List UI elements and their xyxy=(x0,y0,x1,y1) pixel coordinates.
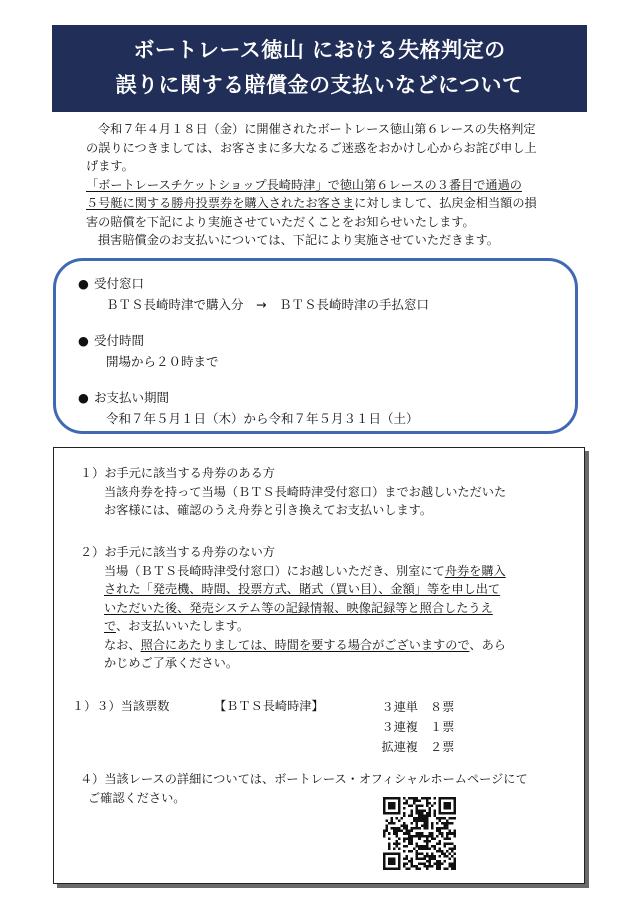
intro-p1-line1: 令和７年４月１８日（金）に開催されたボートレース徳山第６レースの失格判定 xyxy=(98,122,536,136)
payment-info-box xyxy=(53,258,578,434)
item-2-line4-text: 、お支払いいたします。 xyxy=(115,619,250,633)
item-4-line2: ご確認ください。 xyxy=(88,790,186,805)
intro-p3: 損害賠償金のお支払いについては、下記により実施させていただきます。 xyxy=(98,233,499,247)
item-2-line1 xyxy=(80,562,506,581)
details-box xyxy=(53,447,585,884)
intro-p1-line2: の誤りにつきましては、お客さまに多大なるご迷惑をおかけし心からお詫び申し上 xyxy=(86,140,537,155)
reception-heading xyxy=(78,274,144,292)
intro-p2-line2-underlined: ５号艇に関する勝舟投票券を購入されたお客さま xyxy=(86,196,355,210)
item-1-line1: 当該舟券を持って当場（ＢＴＳ長崎時津受付窓口）までお越しいただいた xyxy=(104,484,507,499)
ticket-type: ３連複 xyxy=(381,720,418,734)
intro-p2-line2 xyxy=(86,194,566,213)
item-2-line5-underlined: 照合にあたりましては、時間を要する場合がございますので xyxy=(140,637,470,652)
intro-p2-line1: 「ボートレースチケットショップ長崎時津」で徳山第６レースの３番目で通過の xyxy=(86,177,522,192)
item-2-line3: いただいた後、発売システム等の記録情報、映像記録等と照合したうえ xyxy=(104,600,493,615)
item-1 xyxy=(80,464,506,520)
ticket-counts xyxy=(364,697,454,757)
item-2-line1-underlined: 舟券を購入 xyxy=(444,563,506,578)
item-2-title: ２）お手元に該当する舟券のない方 xyxy=(80,545,275,559)
item-3-prefix: １）３）当該票数 xyxy=(72,699,170,713)
item-1-line2: お客様には、確認のうえ舟券と引き換えてお支払いします。 xyxy=(104,503,433,517)
item-3-venue: 【ＢＴＳ長崎時津】 xyxy=(214,699,324,713)
item-2-line5 xyxy=(80,636,506,655)
ticket-type: ３連単 xyxy=(381,700,418,714)
hours-label: 受付時間 xyxy=(94,333,145,348)
ticket-count: １票 xyxy=(430,720,455,734)
reception-value: ＢＴＳ長崎時津で購入分 → ＢＴＳ長崎時津の手払窓口 xyxy=(106,297,429,312)
item-2-line4 xyxy=(80,617,506,636)
reception-label: 受付窓口 xyxy=(94,276,145,291)
title-line-1: ボートレース徳山 における失格判定の xyxy=(133,38,506,62)
intro-p2-line3: 害の賠償を下記により実施させていただくことをお知らせいたします。 xyxy=(86,214,475,229)
item-2-line6: かじめご了承ください。 xyxy=(104,656,239,670)
bullet-icon: ● xyxy=(78,390,89,405)
ticket-type: 拡連複 xyxy=(381,740,418,754)
item-4 xyxy=(80,770,528,807)
item-2-line2: された「発売機、時間、投票方式、賭式（買い目）、金額」等を申し出て xyxy=(104,582,501,596)
bullet-icon: ● xyxy=(78,276,89,291)
ticket-count: ２票 xyxy=(430,740,455,754)
bullet-icon: ● xyxy=(78,333,89,348)
item-1-title: １）お手元に該当する舟券のある方 xyxy=(80,466,275,480)
title-banner xyxy=(52,25,587,112)
period-value: 令和７年５月１日（木）から令和７年５月３１日（土） xyxy=(106,411,419,426)
period-heading xyxy=(78,388,169,406)
intro-p2-line2-rest: に対しまして、払戻金相当額の損 xyxy=(354,196,537,210)
intro-text xyxy=(86,120,566,250)
item-2-line5-tail: 、あら xyxy=(469,637,506,652)
title-line-2: 誤りに関する賠償金の支払いなどについて xyxy=(115,73,524,97)
item-2-line1-text: 当場（ＢＴＳ長崎時津受付窓口）にお越しいただき、別室にて xyxy=(104,563,445,578)
hours-value: 開場から２０時まで xyxy=(106,354,219,369)
intro-p1-line3: げます。 xyxy=(86,159,134,173)
item-4-line1: ４）当該レースの詳細については、ボートレース・オフィシャルホームページにて xyxy=(80,772,528,786)
ticket-row xyxy=(364,697,454,717)
ticket-row xyxy=(364,737,454,757)
qr-code-icon[interactable] xyxy=(383,797,456,870)
ticket-count: ８票 xyxy=(430,700,455,714)
period-label: お支払い期間 xyxy=(94,390,170,405)
ticket-row xyxy=(364,717,454,737)
hours-heading xyxy=(78,331,144,349)
item-2-line4-underlined: で xyxy=(104,619,116,633)
item-2 xyxy=(80,543,506,673)
item-2-line5-lead: なお、 xyxy=(104,637,141,652)
